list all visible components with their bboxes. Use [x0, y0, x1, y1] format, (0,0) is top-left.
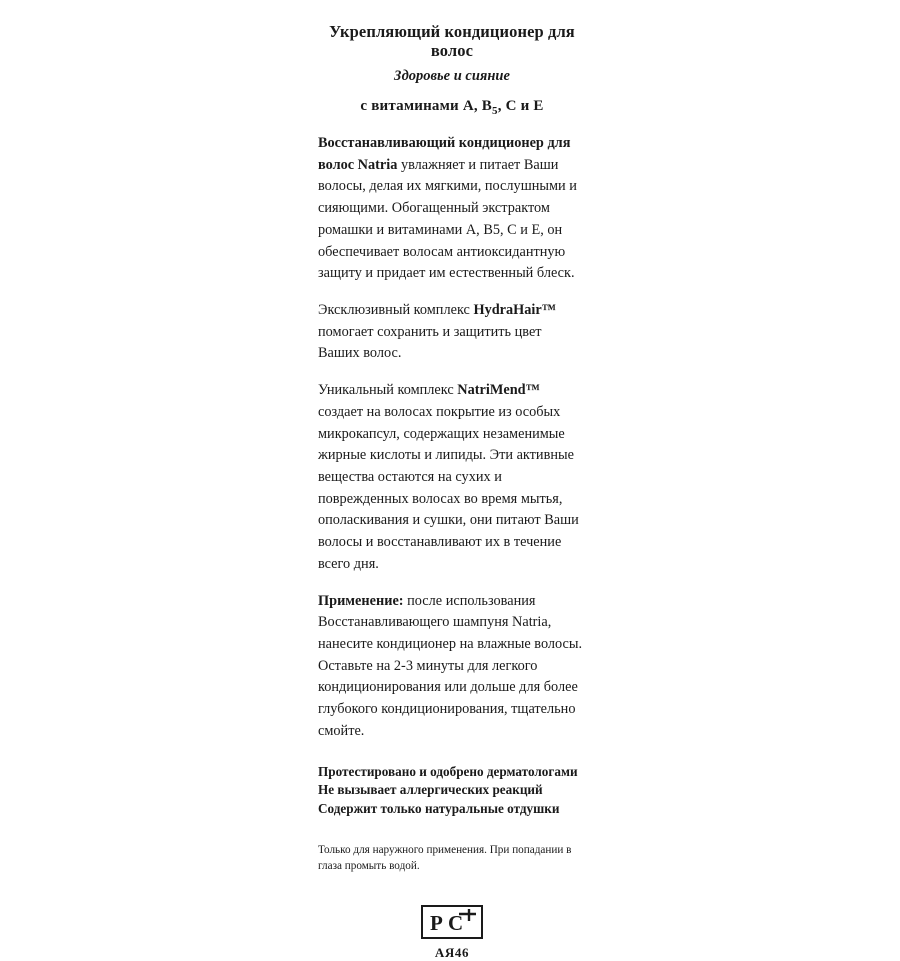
claim-dermatologist: Протестировано и одобрено дерматологами	[318, 763, 578, 779]
title-block	[318, 22, 586, 117]
paragraph-usage-text: после использования Восстанавливающего шампуня Natria, нанесите кондиционер на влажные волосы. Оставьте на 2-3 минуты для легкого кондиционирования или дольше для более глубокого кондиционирования, тщательно смойте.	[318, 592, 583, 739]
claim-natural-fragrance: Содержит только натуральные отдушки	[318, 800, 560, 816]
product-label	[318, 22, 586, 961]
vitamins-text-pre: с витаминами A, B	[360, 97, 492, 114]
paragraph-natrimend-lead: NatriMend™	[457, 382, 540, 399]
paragraph-hydrahair-pre: Эксклюзивный комплекс	[318, 301, 474, 318]
paragraph-usage-lead: Применение:	[318, 592, 404, 609]
vitamins-line	[318, 98, 586, 117]
page-subtitle: Здоровье и сияние	[394, 67, 510, 84]
paragraph-intro-lead: Восстанавливающий кондиционер для волос Natria	[318, 134, 571, 173]
paragraph-natrimend-text: создает на волосах покрытие из особых микрокапсул, содержащих незаменимые жирные кислоты и липиды. Эти активные вещества остаются на сухих и поврежденных волосах во время мытья, ополаскивания и сушки, они питают Ваши волосы и восстанавливают их в течение всего дня.	[318, 403, 579, 572]
certification-block	[318, 905, 586, 961]
svg-text:C: C	[448, 911, 464, 936]
rst-certification-icon	[421, 905, 483, 939]
fineprint-warning: Только для наружного применения. При попадании в глаза промыть водой.	[318, 844, 572, 873]
paragraph-hydrahair	[318, 300, 586, 365]
paragraph-intro-text: увлажняет и питает Ваши волосы, делая их мягкими, послушными и сияющими. Обогащенный экстрактом ромашки и витаминами A, B5, C и E, он обеспечивает волосам антиоксидантную защиту и придает им естественный блеск.	[318, 156, 577, 282]
paragraph-natrimend	[318, 380, 586, 575]
paragraph-hydrahair-text: помогает сохранить и защитить цвет Ваших волос.	[318, 323, 542, 362]
body-copy	[318, 133, 586, 743]
claim-hypoallergenic: Не вызывает аллергических реакций	[318, 782, 543, 798]
paragraph-hydrahair-lead: HydraHair™	[473, 301, 557, 318]
claims-list	[318, 763, 586, 818]
paragraph-intro	[318, 133, 586, 285]
certification-code: АЯ46	[434, 945, 470, 961]
svg-text:P: P	[430, 911, 443, 936]
paragraph-usage	[318, 591, 586, 743]
vitamins-subscript: 5	[491, 104, 498, 117]
page-title: Укрепляющий кондиционер для волос	[329, 22, 575, 61]
vitamins-text-post: , C и E	[497, 97, 544, 114]
paragraph-natrimend-pre: Уникальный комплекс	[318, 382, 458, 399]
